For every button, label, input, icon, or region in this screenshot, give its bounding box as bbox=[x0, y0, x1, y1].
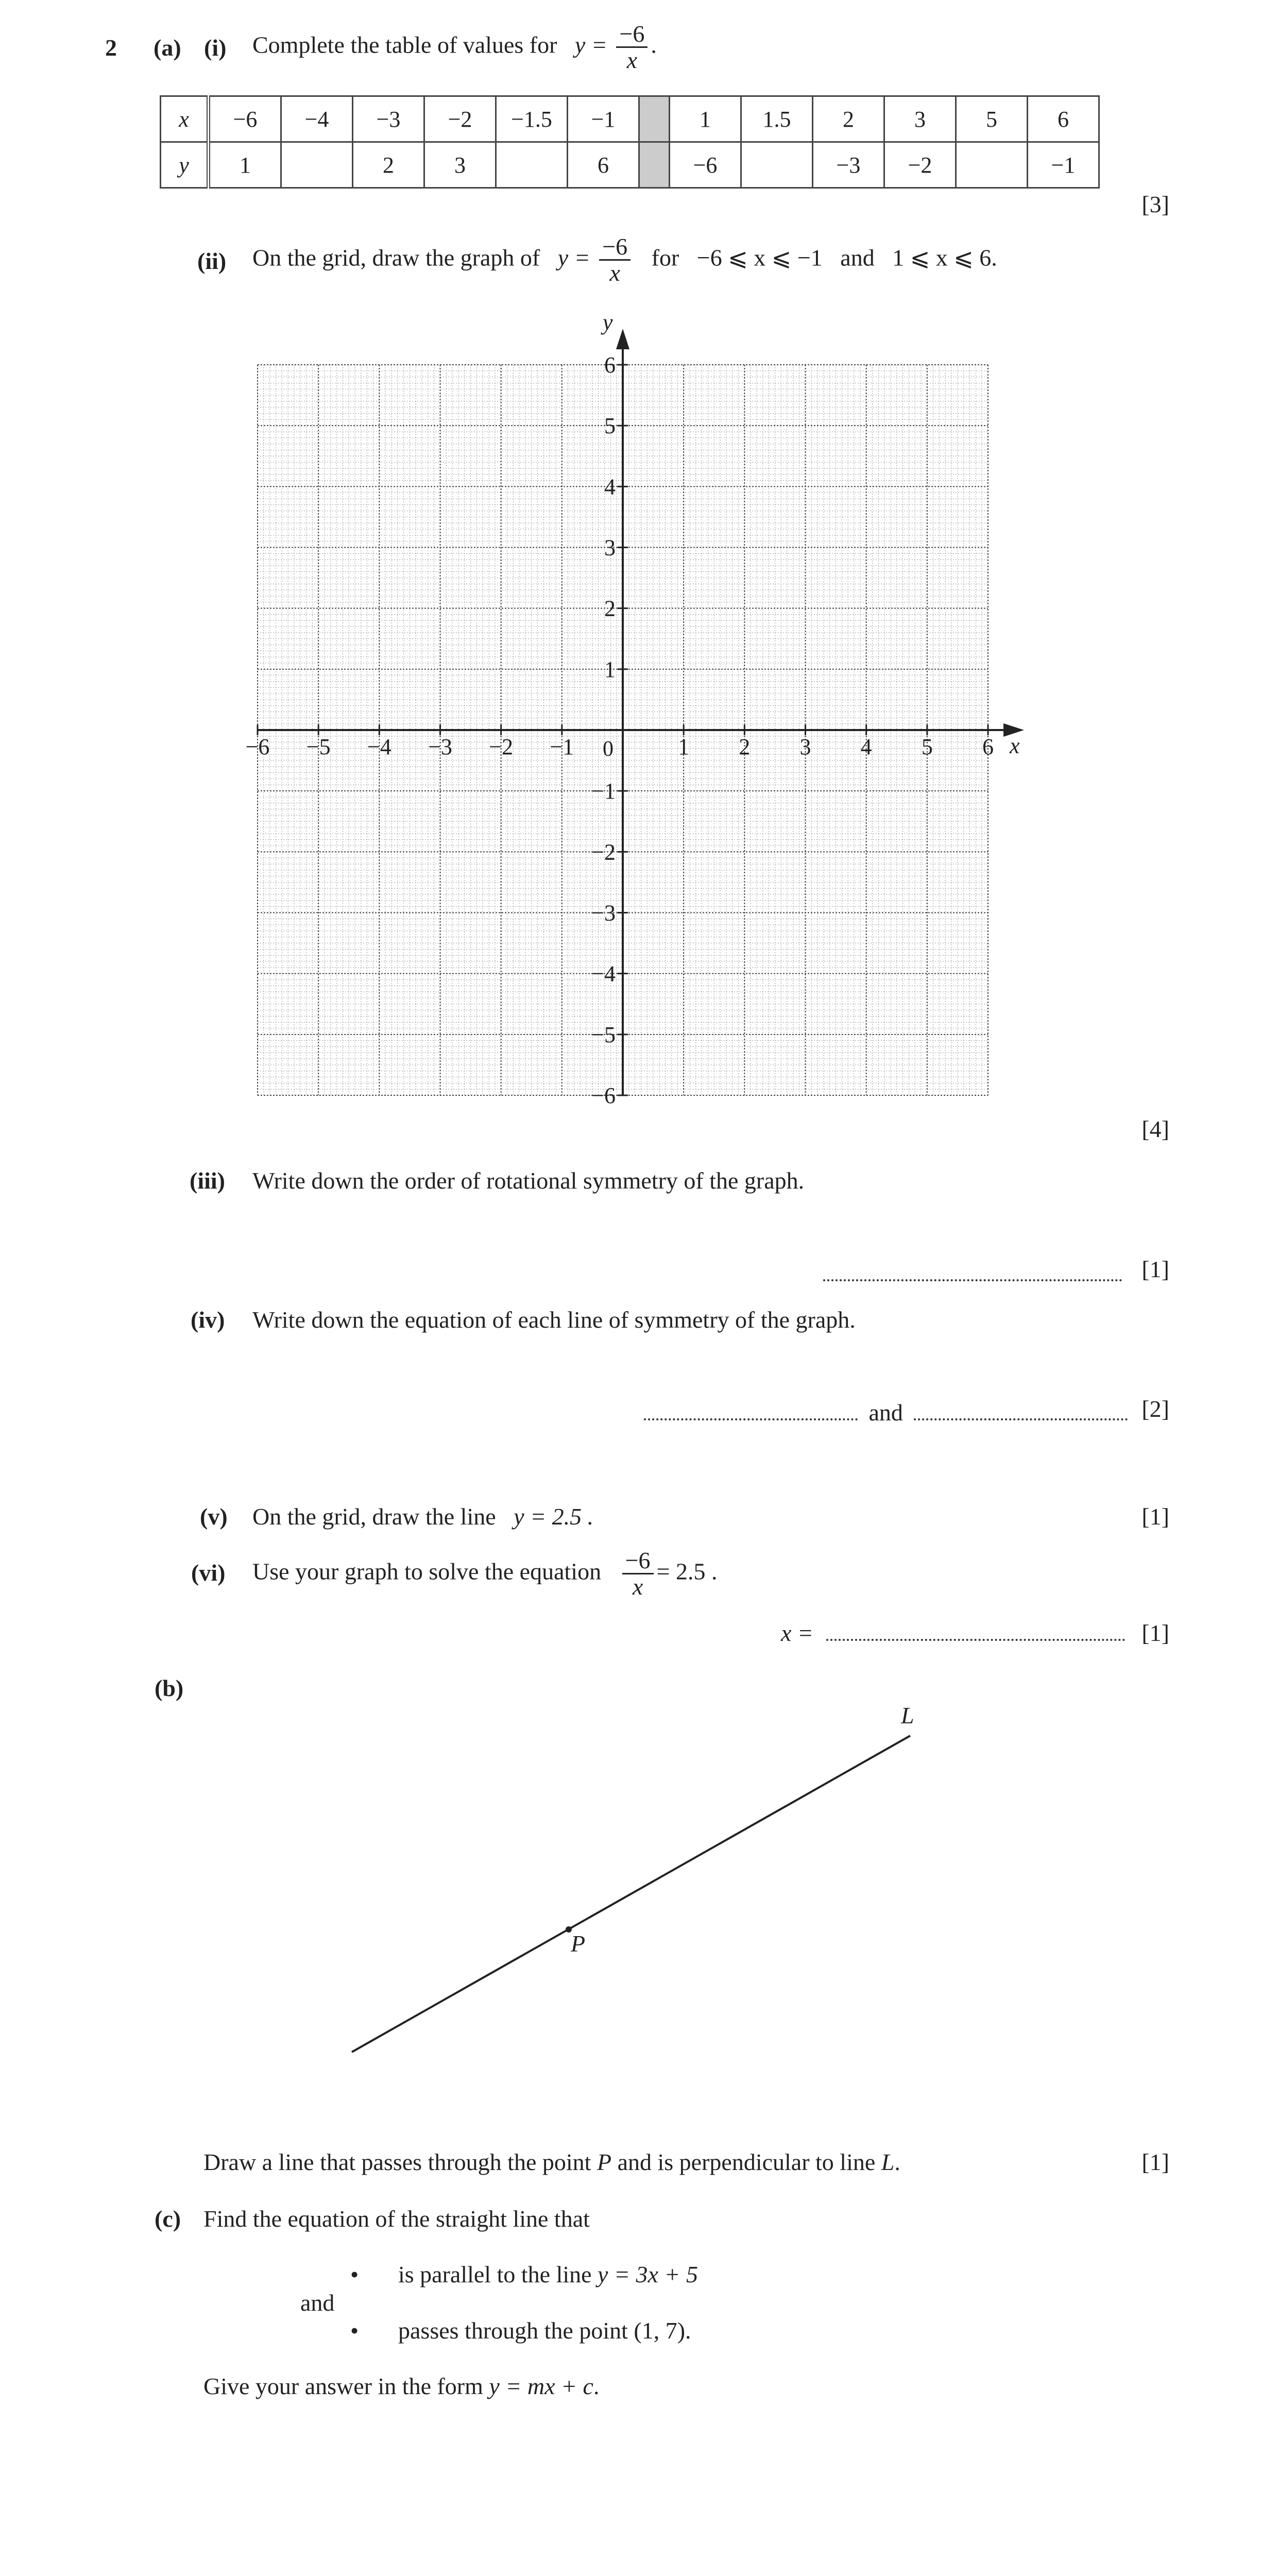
c-form-end: . bbox=[593, 2373, 600, 2399]
b-text-p: P bbox=[597, 2149, 612, 2175]
line-l-label: L bbox=[901, 1702, 914, 1728]
range-2: 1 ⩽ x ⩽ 6. bbox=[892, 244, 997, 271]
table-cell: 2 bbox=[813, 96, 884, 142]
x-tick-label: 1 bbox=[678, 734, 690, 759]
graph-grid[interactable] bbox=[0, 0, 1278, 1133]
equation-lhs: y = bbox=[574, 31, 607, 58]
equation-end: . bbox=[651, 31, 657, 58]
table-cell: −2 bbox=[424, 96, 496, 142]
part-av-label: (v) bbox=[200, 1503, 228, 1530]
part-c-label: (c) bbox=[155, 2206, 181, 2232]
range-1: −6 ⩽ x ⩽ −1 bbox=[696, 244, 823, 271]
part-avi-prompt bbox=[252, 1548, 717, 1600]
part-av-text: On the grid, draw the line bbox=[252, 1503, 496, 1530]
y-tick-label: −3 bbox=[591, 900, 616, 926]
table-cell: −1.5 bbox=[496, 96, 568, 142]
marks-av: [1] bbox=[1141, 1503, 1169, 1530]
answer-line-aiv-2[interactable] bbox=[914, 1418, 1128, 1420]
line-l-diagram[interactable] bbox=[0, 1700, 1278, 2061]
avi-rhs: = 2.5 . bbox=[656, 1558, 718, 1585]
x-tick-label: 2 bbox=[739, 734, 751, 759]
c-bullet-2-icon: • bbox=[350, 2317, 359, 2344]
c-bullet-1-text: is parallel to the line bbox=[398, 2261, 592, 2287]
range-for: for bbox=[651, 244, 679, 271]
b-text-3: . bbox=[894, 2149, 900, 2175]
fraction-numerator: −6 bbox=[622, 1548, 654, 1574]
c-form-text: Give your answer in the form bbox=[203, 2373, 483, 2399]
x-tick-label: 4 bbox=[860, 734, 872, 759]
x-tick-label: −5 bbox=[306, 734, 331, 759]
c-bullet-2: passes through the point (1, 7). bbox=[398, 2317, 691, 2344]
b-text-2: and is perpendicular to line bbox=[617, 2149, 876, 2175]
table-cell: −1 bbox=[568, 96, 639, 142]
part-aiv-text: Write down the equation of each line of symmetry of the graph. bbox=[252, 1307, 856, 1333]
y-tick-label: 1 bbox=[604, 656, 616, 682]
line-l bbox=[352, 1736, 910, 2052]
part-b-label: (b) bbox=[155, 1675, 184, 1701]
fraction-denominator: x bbox=[609, 260, 620, 286]
table-cell: −1 bbox=[1028, 142, 1099, 188]
y-tick-label: −4 bbox=[591, 961, 616, 987]
x-tick-label: −6 bbox=[245, 734, 270, 759]
table-cell: 1 bbox=[209, 142, 281, 188]
x-tick-label: 5 bbox=[921, 734, 933, 759]
y-tick-label: −6 bbox=[591, 1083, 616, 1108]
table-cell: −3 bbox=[813, 142, 884, 188]
table-cell: 2 bbox=[353, 142, 424, 188]
question-number: 2 bbox=[105, 35, 117, 61]
y-tick-label: 2 bbox=[604, 596, 616, 621]
marks-aii: [4] bbox=[1141, 1116, 1169, 1142]
aiv-and: and bbox=[868, 1399, 903, 1426]
c-form bbox=[203, 2372, 599, 2400]
x-tick-label: 6 bbox=[982, 734, 994, 759]
marks-aiv: [2] bbox=[1141, 1396, 1169, 1422]
part-av-prompt bbox=[252, 1503, 593, 1530]
marks-avi: [1] bbox=[1141, 1620, 1169, 1646]
y-tick-label: 4 bbox=[604, 474, 616, 500]
answer-line-aiii[interactable] bbox=[823, 1260, 1122, 1287]
table-cell: 5 bbox=[956, 96, 1028, 142]
answer-line-aiv-1[interactable] bbox=[644, 1418, 858, 1420]
table-cell: 1 bbox=[670, 96, 741, 142]
x-tick-label: −1 bbox=[550, 734, 574, 759]
y-tick-label: 5 bbox=[604, 413, 616, 439]
fraction-denominator: x bbox=[632, 1573, 643, 1600]
part-aiii-text: Write down the order of rotational symmetry of the graph. bbox=[252, 1167, 805, 1194]
table-cell: −6 bbox=[209, 96, 281, 142]
equation-lhs: y = bbox=[557, 244, 590, 271]
table-cell: −4 bbox=[281, 96, 353, 142]
c-and: and bbox=[300, 2290, 335, 2316]
y-tick-label: 6 bbox=[604, 352, 616, 378]
part-avi-text: Use your graph to solve the equation bbox=[252, 1558, 602, 1585]
c-bullet-1 bbox=[398, 2261, 698, 2288]
answer-avi bbox=[781, 1619, 1125, 1647]
b-text-1: Draw a line that passes through the point bbox=[203, 2149, 591, 2175]
table-cell: 6 bbox=[568, 142, 639, 188]
x-tick-label: 3 bbox=[799, 734, 811, 759]
marks-aiii: [1] bbox=[1141, 1256, 1169, 1282]
part-avi-label: (vi) bbox=[191, 1560, 226, 1586]
x-tick-label: −4 bbox=[367, 734, 391, 759]
avi-fraction bbox=[622, 1548, 654, 1600]
fraction-numerator: −6 bbox=[616, 22, 647, 48]
table-cell: −3 bbox=[353, 96, 424, 142]
table-cell: −6 bbox=[670, 142, 741, 188]
part-b-text bbox=[203, 2148, 900, 2176]
part-a-label: (a) bbox=[154, 35, 181, 61]
table-cell: 6 bbox=[1028, 96, 1099, 142]
c-form-equation: y = mx + c bbox=[489, 2373, 593, 2399]
origin-label: 0 bbox=[603, 737, 614, 761]
table-cell: 3 bbox=[424, 142, 496, 188]
part-av-equation: y = 2.5 . bbox=[514, 1503, 594, 1530]
b-text-l: L bbox=[881, 2149, 895, 2175]
y-tick-label: 3 bbox=[604, 535, 616, 561]
range-and: and bbox=[840, 244, 875, 271]
answer-lines-aiv bbox=[644, 1399, 1128, 1426]
axes bbox=[258, 329, 1024, 1095]
marks-ai: [3] bbox=[1141, 191, 1169, 217]
table-cell: 1.5 bbox=[741, 96, 813, 142]
part-ai-label: (i) bbox=[204, 35, 227, 61]
table-cell: 3 bbox=[884, 96, 956, 142]
y-tick-label: −5 bbox=[591, 1022, 616, 1047]
y-axis-arrow bbox=[616, 329, 629, 349]
table-header-x: x bbox=[161, 96, 209, 142]
fraction-denominator: x bbox=[626, 47, 638, 74]
c-bullet-1-icon: • bbox=[350, 2261, 359, 2287]
part-c-text: Find the equation of the straight line that bbox=[203, 2206, 590, 2232]
part-aii-label: (ii) bbox=[197, 248, 227, 274]
c-bullet-1-equation: y = 3x + 5 bbox=[598, 2261, 698, 2287]
table-cell: −2 bbox=[884, 142, 956, 188]
fraction-numerator: −6 bbox=[599, 234, 631, 261]
part-aiv-label: (iv) bbox=[191, 1307, 225, 1333]
marks-b: [1] bbox=[1141, 2149, 1169, 2175]
x-tick-label: −3 bbox=[428, 734, 452, 759]
table-header-y: y bbox=[161, 142, 209, 188]
x-axis-label: x bbox=[1010, 733, 1020, 758]
x-tick-label: −2 bbox=[489, 734, 514, 759]
answer-line-avi[interactable] bbox=[826, 1639, 1125, 1641]
y-tick-label: −2 bbox=[591, 839, 616, 865]
part-ai-text: Complete the table of values for bbox=[252, 31, 557, 58]
part-aiii-label: (iii) bbox=[190, 1167, 225, 1194]
part-aii-text: On the grid, draw the graph of bbox=[252, 244, 540, 271]
point-p-label: P bbox=[571, 1930, 586, 1957]
y-tick-label: −1 bbox=[591, 778, 616, 804]
y-axis-label: y bbox=[603, 310, 613, 335]
avi-answer-prefix: x = bbox=[781, 1620, 813, 1646]
